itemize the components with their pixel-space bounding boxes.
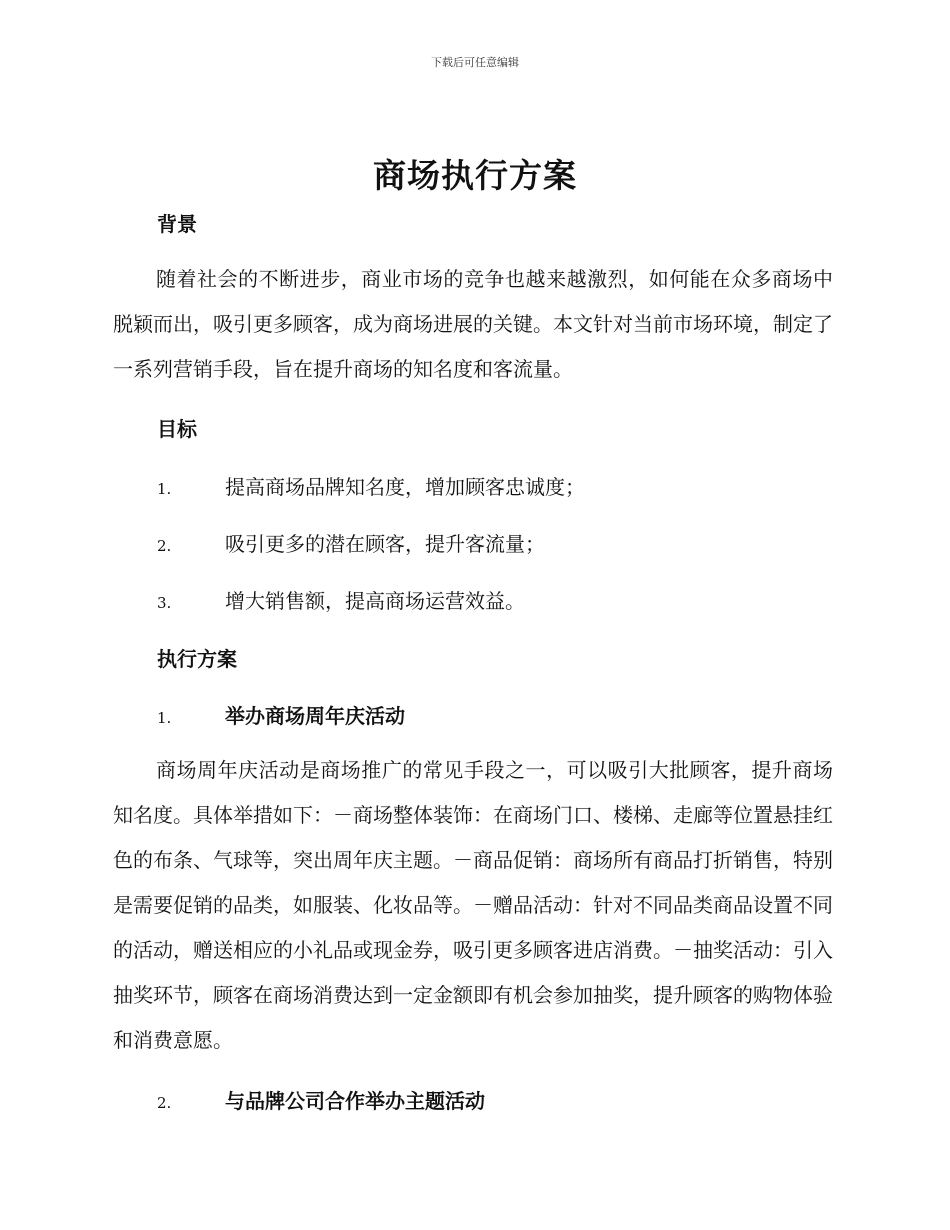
background-paragraph: 随着社会的不断进步，商业市场的竞争也越来越激烈，如何能在众多商场中脱颖而出，吸引更多顾客，成为商场进展的关键。本文针对当前市场环境，制定了一系列营销手段，旨在提升商场的知名度和客流量。 bbox=[113, 267, 833, 381]
list-number: 1. bbox=[157, 480, 172, 498]
list-number: 3. bbox=[157, 594, 172, 612]
plan-item-heading bbox=[157, 1085, 837, 1114]
plan-item-paragraph: 商场周年庆活动是商场推广的常见手段之一，可以吸引大批顾客，提升商场知名度。具体举措如下：－商场整体装饰：在商场门口、楼梯、走廊等位置悬挂红色的布条、气球等，突出周年庆主题。－商品促销：商场所有商品打折销售，特别是需要促销的品类，如服装、化妆品等。－赠品活动：针对不同品类商品设置不同的活动，赠送相应的小礼品或现金券，吸引更多顾客进店消费。－抽奖活动：引入抽奖环节，顾客在商场消费达到一定金额即有机会参加抽奖，提升顾客的购物体验和消费意愿。 bbox=[113, 758, 833, 1052]
document-title: 商场执行方案 bbox=[373, 156, 577, 195]
section-heading-background: 背景 bbox=[157, 212, 197, 236]
header-note: 下载后可任意编辑 bbox=[431, 56, 519, 69]
plan-item-heading bbox=[157, 700, 837, 729]
plan-item-title: 与品牌公司合作举办主题活动 bbox=[225, 1089, 485, 1113]
section-heading-plan: 执行方案 bbox=[157, 647, 237, 671]
plan-item-title: 举办商场周年庆活动 bbox=[225, 704, 405, 728]
goal-item bbox=[157, 528, 837, 557]
goal-text: 增大销售额，提高商场运营效益。 bbox=[225, 589, 525, 613]
list-number: 2. bbox=[157, 1094, 172, 1112]
goal-item bbox=[157, 471, 837, 500]
goal-text: 吸引更多的潜在顾客，提升客流量； bbox=[225, 532, 545, 556]
goal-text: 提高商场品牌知名度，增加顾客忠诚度； bbox=[225, 475, 585, 499]
section-heading-goals: 目标 bbox=[157, 417, 197, 441]
list-number: 2. bbox=[157, 537, 172, 555]
goal-item bbox=[157, 585, 837, 614]
list-number: 1. bbox=[157, 709, 172, 727]
